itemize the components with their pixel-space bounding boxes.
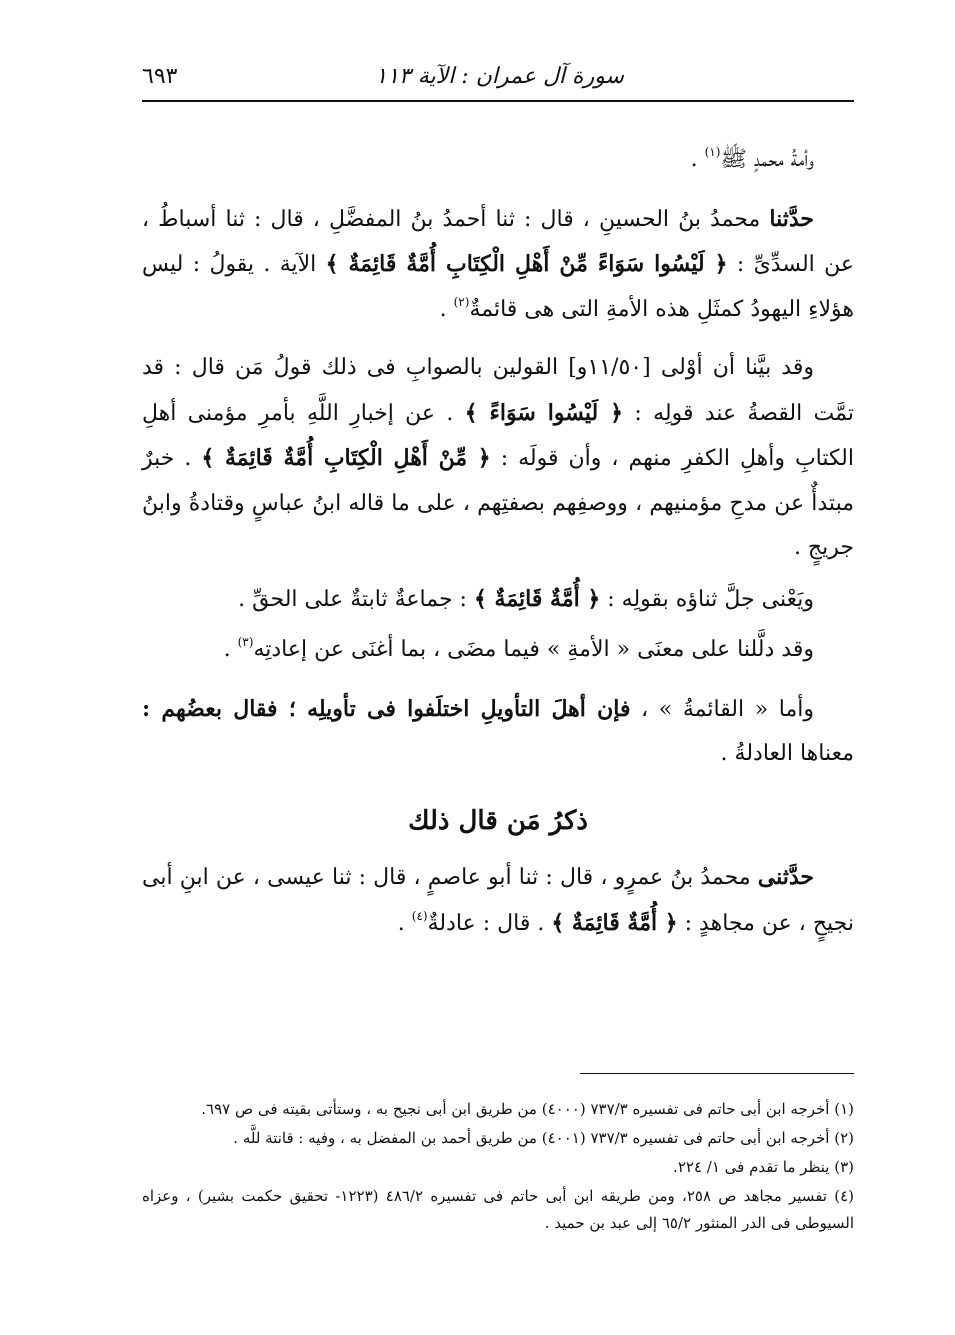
p3-text-b: القولين بالصوابِ فى ذلك قولُ مَن قال : قد تمَّت القصةُ عند قولِه :	[142, 355, 854, 426]
paragraph-3	[142, 346, 854, 571]
p2-lead: حدَّثنا	[769, 205, 814, 232]
paragraph-4	[142, 577, 854, 623]
footnote-ref-2: (٢)	[453, 294, 470, 309]
paragraph-5	[142, 628, 854, 673]
p3-quran-1: ﴿ لَيْسُوا سَوَاءً ﴾	[464, 399, 624, 426]
paragraph-2	[142, 197, 854, 333]
p7-text-a: محمدُ بنُ عمرٍو ، قال : ثنا أبو عاصمٍ ، قال : ثنا عيسى ، عن ابنِ أبى نجيحٍ ، عن مجاهدٍ :	[142, 865, 854, 936]
p3-text-a: وقد بيَّنا أن أوْلى	[650, 355, 814, 380]
header-rule	[142, 100, 854, 102]
manuscript-ref: [١١/٥٠و]	[568, 355, 651, 380]
p4-text-a: ويَعْنى جلَّ ثناؤه بقولِه :	[600, 586, 814, 612]
page-header	[142, 58, 854, 98]
running-title: سورة آل عمران : الآية ١١٣	[375, 64, 624, 89]
p4-quran: ﴿ أُمَّةٌ قَائِمَةٌ ﴾	[473, 585, 601, 612]
p3-text-c: . عن إخبارِ اللَّهِ بأمرِ مؤمنى أهلِ الكتابِ وأهلِ الكفرِ منهم ، وأن قولَه :	[142, 400, 854, 471]
p2-text-a: محمدُ بنُ الحسينِ ، قال : ثنا أحمدُ بنُ المفضَّلِ ، قال : ثنا أسباطُ ، عن السدِّىِّ :	[142, 206, 854, 277]
page-number: ٦٩٣	[142, 64, 178, 89]
p7-quran: ﴿ أُمَّةٌ قَائِمَةٌ ﴾	[551, 909, 678, 936]
p1-text: وأمةُ محمدٍ ﷺ	[720, 147, 814, 172]
p2-end: .	[439, 296, 454, 322]
paragraph-6	[142, 687, 854, 777]
p3-quran-2: ﴿ مِّنْ أَهْلِ الْكِتَابِ أُمَّةٌ قَائِمَةٌ ﴾	[201, 445, 491, 471]
p7-lead: حدَّثنى	[757, 864, 814, 890]
footnote-1: (١) أخرجه ابن أبى حاتم فى تفسيره ٧٣٧/٣ (٤٠٠٠) من طريق ابن أبى نجيح به ، وستأتى بقيته فى ص ٦٩٧.	[201, 1100, 854, 1118]
p6-bold: فإن أهلَ التأويلِ اختلَفوا فى تأويلِه ؛ فقال بعضُهم :	[142, 695, 631, 722]
p1-end: .	[690, 147, 705, 172]
paragraph-7	[142, 855, 854, 946]
p6-text-a: وأما « القائمةُ » ،	[630, 696, 814, 722]
p5-text: وقد دلَّلنا على معنَى « الأمةِ » فيما مضَى ، بما أغنَى عن إعادتِه	[253, 637, 814, 662]
footnote-rule	[580, 1073, 854, 1074]
p7-end: .	[397, 910, 412, 936]
footnote-4: (٤) تفسير مجاهد ص ٢٥٨، ومن طريقه ابن أبى حاتم فى تفسيره ٤٨٦/٢ (١٢٢٣- تحقيق حكمت بشير) ، وعزاه السيوطى فى الدر المنثور ٦٥/٢ إلى عبد بن حميد .	[142, 1187, 854, 1232]
footnote-3: (٣) ينظر ما تقدم فى ١/ ٢٢٤.	[673, 1158, 854, 1176]
footnotes	[142, 1096, 854, 1239]
p6-text-b: معناها العادلةُ .	[720, 741, 854, 766]
footnote-ref-1: (١)	[704, 145, 721, 159]
main-text	[142, 138, 854, 960]
footnote-2: (٢) أخرجه ابن أبى حاتم فى تفسيره ٧٣٧/٣ (٤٠٠١) من طريق أحمد بن المفضل به ، وفيه : قانتة للَّه .	[233, 1129, 854, 1147]
section-heading: ذكرُ مَن قال ذلك	[408, 805, 588, 836]
p7-text-b: . قال : عادلةٌ	[427, 910, 552, 936]
footnote-ref-3: (٣)	[237, 635, 254, 649]
footnote-ref-4: (٤)	[411, 908, 428, 923]
p2-text-b: الآية . يقولُ : ليس هؤلاءِ اليهودُ كمثَلِ هذه الأمةِ التى هى قائمةٌ	[142, 252, 854, 322]
p5-end: .	[223, 637, 238, 662]
p4-text-b: : جماعةٌ ثابتةٌ على الحقِّ .	[238, 586, 474, 612]
p3-text-d: . خبرٌ مبتدأٌ عن مدحِ مؤمنيهم ، ووصفِهم بصفتِهم ، على ما قاله ابنُ عباسٍ وقتادةُ وابنُ جريجٍ .	[142, 446, 854, 560]
p2-quran: ﴿ لَيْسُوا سَوَاءً مِّنْ أَهْلِ الْكِتَابِ أُمَّةٌ قَائِمَةٌ ﴾	[325, 251, 728, 277]
paragraph-1	[142, 138, 854, 183]
